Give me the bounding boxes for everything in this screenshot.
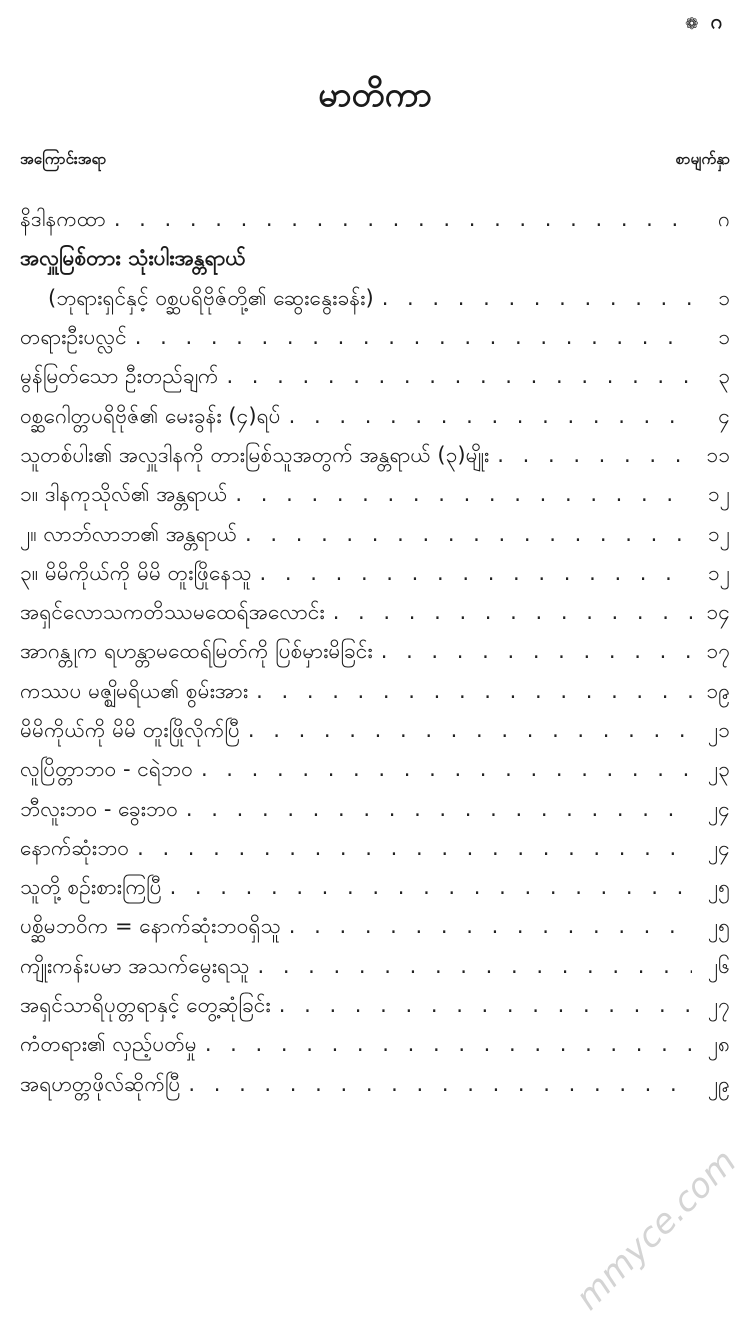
flower-ornament-icon: ❁ bbox=[685, 13, 699, 33]
toc-entry-title: ၃။ မိမိကိုယ်ကို မိမိ တူးဖြိုနေသူ bbox=[20, 560, 252, 585]
toc-entry-title: နိဒါနကထာ bbox=[20, 207, 106, 232]
page-title: မာတိကာ bbox=[318, 75, 432, 115]
toc-entry-page: ၂၇ bbox=[707, 993, 730, 1018]
toc-entry-title: မိမိကိုယ်ကို မိမိ တူးဖြိုလိုက်ပြီ bbox=[20, 718, 240, 742]
toc-entry-title: ကဿပ မဇ္ဈိမရိယ၏ စွမ်းအား bbox=[20, 678, 249, 703]
dot-leader bbox=[205, 1034, 692, 1055]
toc-entry-title: သူတို့ စဉ်းစားကြပြီ bbox=[20, 875, 162, 900]
dot-leader bbox=[235, 484, 692, 505]
toc-entry[interactable] bbox=[20, 514, 730, 553]
column-header-subject: အကြောင်းအရာ bbox=[20, 150, 107, 168]
dot-leader bbox=[226, 366, 692, 387]
toc-entry[interactable] bbox=[20, 1065, 730, 1104]
dot-leader bbox=[201, 759, 692, 780]
toc-entry[interactable] bbox=[20, 436, 730, 475]
toc-entry-page: ၁၉ bbox=[706, 678, 730, 703]
dot-leader bbox=[260, 563, 692, 584]
toc-entry-title: ဘီလူးဘဝ - ခွေးဘဝ bbox=[20, 796, 178, 821]
toc-entry-title: လူပြိတ္တာဘဝ - ငရဲဘဝ bbox=[20, 757, 193, 782]
toc-entry-page: ၁၁ bbox=[706, 442, 730, 467]
toc-entry[interactable] bbox=[20, 279, 730, 318]
dot-leader bbox=[248, 720, 692, 741]
toc-entry[interactable] bbox=[20, 868, 730, 907]
toc-entry-page: ၂၁ bbox=[707, 718, 730, 742]
toc-entry[interactable] bbox=[20, 593, 730, 632]
toc-entry-title: အာဂန္တုက ရဟန္တာမထေရ်မြတ်ကို ပြစ်မှားမိခြင်း bbox=[20, 639, 373, 664]
toc-entry-title: အရဟတ္တဖိုလ်ဆိုက်ပြီ bbox=[20, 1071, 181, 1096]
dot-leader bbox=[289, 406, 692, 427]
toc-entry[interactable] bbox=[20, 239, 730, 278]
toc-entry-page: ၃ bbox=[718, 364, 730, 389]
dot-leader bbox=[137, 838, 692, 859]
toc-entry[interactable] bbox=[20, 554, 730, 593]
toc-entry-title: မွန်မြတ်သော ဦးတည်ချက် bbox=[20, 364, 219, 389]
table-of-contents bbox=[20, 200, 730, 1104]
dot-leader bbox=[256, 681, 692, 702]
dot-leader bbox=[170, 877, 692, 898]
toc-entry[interactable] bbox=[20, 672, 730, 711]
toc-entry-page: ၁၂ bbox=[707, 560, 730, 585]
dot-leader bbox=[135, 327, 692, 348]
toc-entry[interactable] bbox=[20, 318, 730, 357]
toc-entry-page: ၁၂ bbox=[707, 521, 730, 546]
dot-leader bbox=[245, 524, 692, 545]
dot-leader bbox=[114, 209, 692, 230]
page-number: ဂ bbox=[710, 9, 722, 33]
dot-leader bbox=[382, 288, 692, 309]
toc-entry[interactable] bbox=[20, 357, 730, 396]
toc-entry-page: ၂၄ bbox=[707, 796, 730, 821]
toc-entry[interactable] bbox=[20, 396, 730, 435]
toc-entry-title: အရှင်သာရိပုတ္တရာနှင့် တွေ့ဆုံခြင်း bbox=[20, 993, 271, 1018]
toc-entry-page: ၄ bbox=[718, 403, 730, 428]
toc-entry[interactable] bbox=[20, 947, 730, 986]
toc-entry-title: ပစ္ဆိမဘဝိက = နောက်ဆုံးဘဝရှိသူ bbox=[20, 914, 281, 939]
toc-entry-title: ကျိုးကန်းပမာ အသက်မွေးရသူ bbox=[20, 953, 250, 978]
toc-entry-title: (ဘုရားရှင်နှင့် ဝစ္ဆပရိဗိုဇ်တို့၏ ဆွေးနွေးခန်း) bbox=[48, 285, 374, 310]
column-headers bbox=[20, 150, 730, 172]
dot-leader bbox=[381, 641, 692, 662]
toc-entry-page: ၁၇ bbox=[706, 639, 730, 664]
toc-entry-title: အရှင်လောသကတိဿမထေရ်အလောင်း bbox=[20, 600, 325, 625]
dot-leader bbox=[257, 956, 692, 977]
toc-entry-page: ၂၃ bbox=[707, 757, 730, 782]
toc-entry-title: ဝစ္ဆဂေါတ္တပရိဗိုဇ်၏ မေးခွန်း (၄)ရပ် bbox=[20, 403, 281, 428]
toc-entry-title: ကံတရား၏ လှည့်ပတ်မှု bbox=[20, 1032, 197, 1057]
toc-entry-page: ၂၆ bbox=[707, 953, 730, 978]
watermark: mmyce.com bbox=[567, 1141, 744, 1318]
toc-entry-page: ၂၅ bbox=[707, 914, 730, 939]
toc-entry[interactable] bbox=[20, 750, 730, 789]
toc-entry-page: ၂၅ bbox=[707, 875, 730, 900]
toc-entry-title: ၁။ ဒါနကုသိုလ်၏ အန္တရာယ် bbox=[20, 482, 228, 507]
dot-leader bbox=[333, 602, 692, 623]
page-header bbox=[685, 8, 722, 38]
dot-leader bbox=[497, 445, 692, 466]
toc-entry[interactable] bbox=[20, 789, 730, 828]
toc-entry[interactable] bbox=[20, 907, 730, 946]
toc-entry-page: ၂၉ bbox=[707, 1071, 730, 1096]
toc-entry-page: ၁၄ bbox=[706, 600, 730, 625]
toc-entry[interactable] bbox=[20, 829, 730, 868]
toc-entry-title: အလှူမြစ်တား သုံးပါးအန္တရာယ် bbox=[20, 246, 246, 271]
toc-entry-title: တရားဦးပလ္လင် bbox=[20, 325, 127, 350]
toc-entry[interactable] bbox=[20, 632, 730, 671]
toc-entry-page: ဂ bbox=[718, 207, 730, 232]
toc-entry-page: ၁ bbox=[718, 325, 730, 350]
toc-entry-page: ၁၂ bbox=[707, 482, 730, 507]
toc-entry[interactable] bbox=[20, 200, 730, 239]
toc-entry-title: နောက်ဆုံးဘဝ bbox=[20, 835, 130, 860]
toc-entry-page: ၂၄ bbox=[707, 835, 730, 860]
toc-entry[interactable] bbox=[20, 986, 730, 1025]
toc-entry-page: ၂၈ bbox=[707, 1032, 730, 1057]
toc-entry[interactable] bbox=[20, 711, 730, 750]
toc-entry[interactable] bbox=[20, 1025, 730, 1064]
dot-leader bbox=[289, 916, 692, 937]
toc-entry-page: ၁ bbox=[718, 285, 730, 310]
toc-entry[interactable] bbox=[20, 475, 730, 514]
toc-entry-title: ၂။ လာဘ်လာဘ၏ အန္တရာယ် bbox=[20, 521, 238, 546]
dot-leader bbox=[186, 799, 692, 820]
column-header-page: စာမျက်နှာ bbox=[675, 150, 730, 168]
toc-entry-title: သူတစ်ပါး၏ အလှူဒါနကို တားမြစ်သူအတွက် အန္တရာယ် (၃)မျိုး bbox=[20, 442, 490, 467]
dot-leader bbox=[279, 995, 692, 1016]
dot-leader bbox=[188, 1074, 692, 1095]
